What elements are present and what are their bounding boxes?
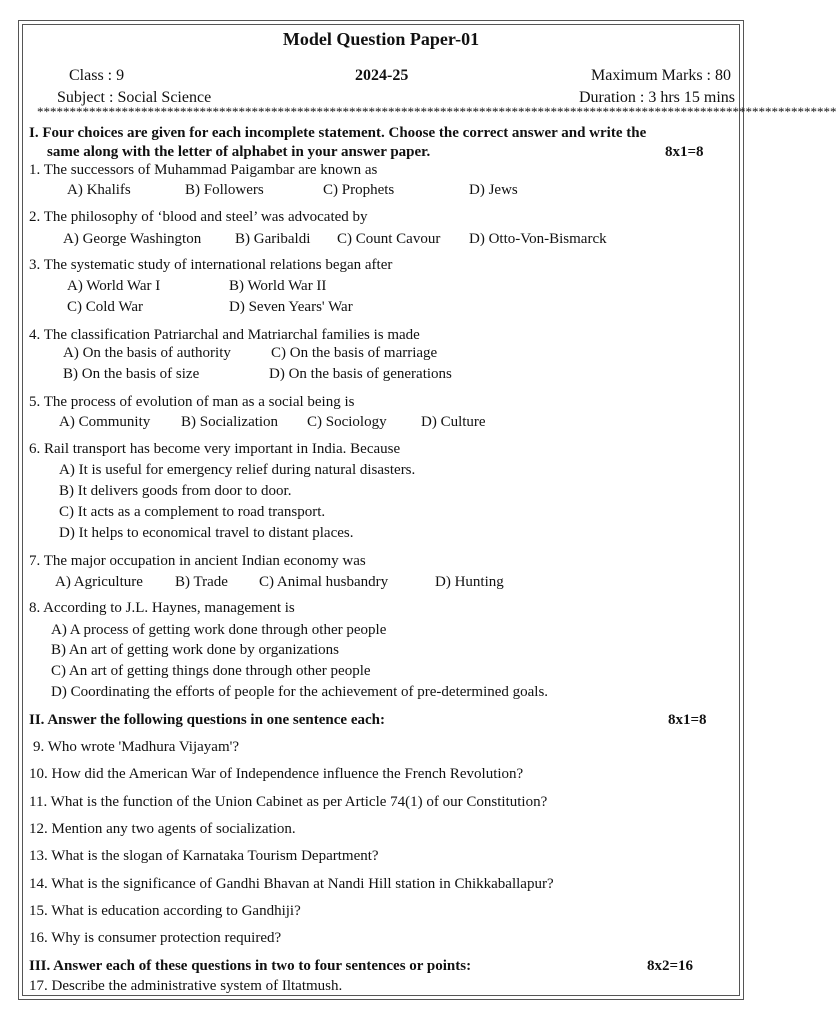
question-6: 6. Rail transport has become very important in India. Because <box>29 441 401 457</box>
q3-option-b: B) World War II <box>229 278 327 294</box>
question-5: 5. The process of evolution of man as a social being is <box>29 394 355 410</box>
q3-option-a: A) World War I <box>67 278 161 294</box>
question-16: 16. Why is consumer protection required? <box>29 930 282 946</box>
q3-option-c: C) Cold War <box>67 299 144 315</box>
paper-title: Model Question Paper-01 <box>282 29 480 49</box>
q2-option-c: C) Count Cavour <box>337 231 441 247</box>
question-2: 2. The philosophy of ‘blood and steel’ was advocated by <box>29 209 368 225</box>
q2-option-b: B) Garibaldi <box>235 231 311 247</box>
q4-option-a: A) On the basis of authority <box>63 345 231 361</box>
q8-option-d: D) Coordinating the efforts of people for the achievement of pre-determined goals. <box>51 684 549 700</box>
duration-label: Duration : 3 hrs 15 mins <box>579 89 735 106</box>
q1-option-a: A) Khalifs <box>67 182 131 198</box>
q1-option-c: C) Prophets <box>323 182 395 198</box>
q3-option-d: D) Seven Years' War <box>229 299 353 315</box>
question-17: 17. Describe the administrative system of Iltatmush. <box>29 978 343 994</box>
class-label: Class : 9 <box>69 67 125 84</box>
section-2-marks: 8x1=8 <box>668 712 707 728</box>
question-12: 12. Mention any two agents of socialization. <box>29 821 296 837</box>
q7-option-c: C) Animal husbandry <box>259 574 389 590</box>
question-10: 10. How did the American War of Independence influence the French Revolution? <box>29 766 524 782</box>
question-4: 4. The classification Patriarchal and Matriarchal families is made <box>29 327 420 343</box>
subject-label: Subject : Social Science <box>57 89 212 106</box>
q1-option-d: D) Jews <box>469 182 518 198</box>
q5-option-c: C) Sociology <box>307 414 387 430</box>
maximum-marks: Maximum Marks : 80 <box>591 67 731 84</box>
q6-option-b: B) It delivers goods from door to door. <box>59 483 292 499</box>
q5-option-b: B) Socialization <box>181 414 279 430</box>
section-1-heading-line2: same along with the letter of alphabet in your answer paper. <box>47 144 431 160</box>
q4-option-d: D) On the basis of generations <box>269 366 452 382</box>
question-1: 1. The successors of Muhammad Paigambar are known as <box>29 162 378 178</box>
q7-option-b: B) Trade <box>175 574 228 590</box>
q2-option-d: D) Otto-Von-Bismarck <box>469 231 607 247</box>
question-paper <box>22 24 837 996</box>
section-1-heading-line1: I. Four choices are given for each incomplete statement. Choose the correct answer and write the <box>29 125 647 141</box>
q8-option-a: A) A process of getting work done through other people <box>51 622 387 638</box>
q5-option-a: A) Community <box>59 414 151 430</box>
section-3-marks: 8x2=16 <box>647 958 694 974</box>
question-13: 13. What is the slogan of Karnataka Tourism Department? <box>29 848 379 864</box>
q8-option-b: B) An art of getting work done by organizations <box>51 642 340 658</box>
section-3-heading: III. Answer each of these questions in two to four sentences or points: <box>29 958 472 974</box>
q4-option-c: C) On the basis of marriage <box>271 345 438 361</box>
star-divider: *************************************************************************************************************************** <box>37 104 837 119</box>
q6-option-d: D) It helps to economical travel to distant places. <box>59 525 354 541</box>
academic-year: 2024-25 <box>355 67 409 84</box>
q6-option-c: C) It acts as a complement to road transport. <box>59 504 326 520</box>
q4-option-b: B) On the basis of size <box>63 366 200 382</box>
question-9: 9. Who wrote 'Madhura Vijayam'? <box>33 739 239 755</box>
section-2-heading: II. Answer the following questions in one sentence each: <box>29 712 385 728</box>
q8-option-c: C) An art of getting things done through other people <box>51 663 371 679</box>
section-1-marks: 8x1=8 <box>665 144 704 160</box>
q2-option-a: A) George Washington <box>63 231 202 247</box>
question-7: 7. The major occupation in ancient Indian economy was <box>29 553 366 569</box>
question-14: 14. What is the significance of Gandhi Bhavan at Nandi Hill station in Chikkaballapur? <box>29 876 554 892</box>
question-8: 8. According to J.L. Haynes, management is <box>29 600 295 616</box>
q7-option-a: A) Agriculture <box>55 574 143 590</box>
q7-option-d: D) Hunting <box>435 574 504 590</box>
q1-option-b: B) Followers <box>185 182 264 198</box>
question-11: 11. What is the function of the Union Cabinet as per Article 74(1) of our Constitution? <box>29 794 548 810</box>
question-15: 15. What is education according to Gandhiji? <box>29 903 301 919</box>
q5-option-d: D) Culture <box>421 414 486 430</box>
question-3: 3. The systematic study of international relations began after <box>29 257 393 273</box>
q6-option-a: A) It is useful for emergency relief during natural disasters. <box>59 462 416 478</box>
